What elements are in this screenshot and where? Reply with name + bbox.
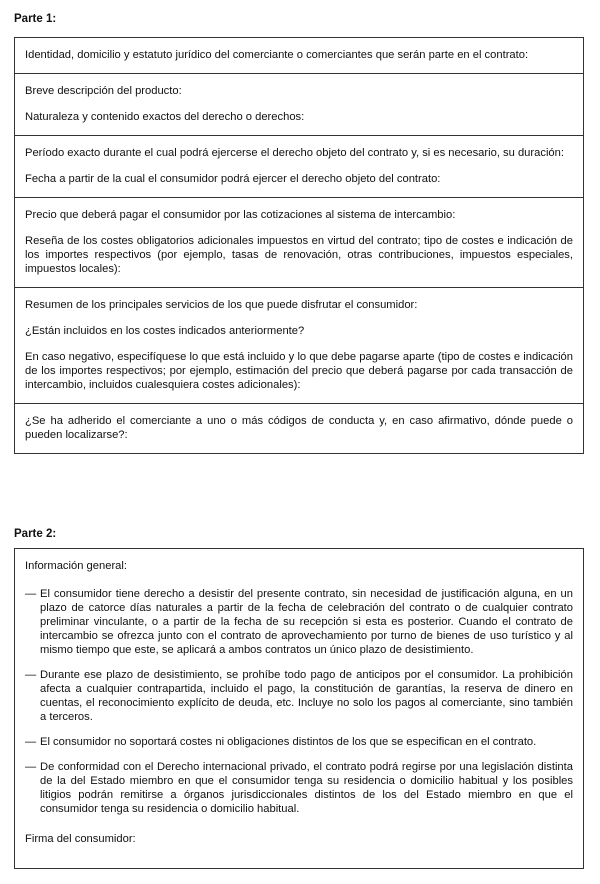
dash-marker: —	[25, 588, 37, 600]
dash-marker: —	[25, 669, 37, 681]
part1-section-code-of-conduct	[15, 404, 583, 453]
part1-section-trader	[15, 38, 583, 74]
info-item-text: El consumidor no soportará costes ni obligaciones distintos de los que se especifican en el contrato.	[40, 736, 537, 748]
field-included-question: ¿Están incluidos en los costes indicados anteriormente?	[25, 325, 305, 337]
field-code-of-conduct: ¿Se ha adherido el comerciante a uno o más códigos de conducta y, en caso afirmativo, dónde puede o pueden localizarse?:	[25, 415, 573, 441]
part1-section-services	[15, 288, 583, 404]
info-item-text: El consumidor tiene derecho a desistir del presente contrato, sin necesidad de justificación alguna, en un plazo de catorce días naturales a partir de la fecha de celebración del contrato o de cualquier contrato preliminar vinculante, o a partir de la fecha de su recepción si esta es posterior. Cuando el contrato de intercambio se ofrezca junto con el contrato de aprovechamiento por turno de bienes de uso turístico y al mismo tiempo que este, se aplicará a ambos contratos un único plazo de desistimiento.	[40, 588, 573, 656]
info-item-text: Durante ese plazo de desistimiento, se prohíbe todo pago de anticipos por el consumidor. La prohibición afecta a cualquier contrapartida, incluido el pago, la constitución de garantías, la reserva de dinero en cuentas, el reconocimiento explícito de deuda, etc. Incluye no solo los pagos al comerciante, sino también a terceros.	[40, 669, 573, 723]
part2-title: Parte 2:	[14, 528, 57, 540]
field-trader-identity: Identidad, domicilio y estatuto jurídico del comerciante o comerciantes que serán parte en el contrato:	[25, 49, 529, 61]
info-item-advance-payment	[25, 668, 573, 724]
part1-title: Parte 1:	[14, 13, 57, 25]
info-item-text: De conformidad con el Derecho internacional privado, el contrato podrá regirse por una legislación distinta de la del Estado miembro en que el consumidor tenga su residencia o domicilio habitual y los posibles litigios podrán remitirse a órganos jurisdiccionales distintos de los del Estado miembro en que el consumidor tenga su residencia o domicilio habitual.	[40, 761, 573, 815]
field-start-date: Fecha a partir de la cual el consumidor podrá ejercer el derecho objeto del contrato:	[25, 173, 441, 185]
part1-section-product	[15, 74, 583, 136]
info-item-private-international-law	[25, 760, 573, 816]
part1-section-period	[15, 136, 583, 198]
field-exact-period: Período exacto durante el cual podrá ejercerse el derecho objeto del contrato y, si es necesario, su duración:	[25, 147, 564, 159]
part1-box	[14, 37, 584, 454]
consumer-signature-label: Firma del consumidor:	[25, 833, 136, 845]
dash-marker: —	[25, 736, 37, 748]
field-services-summary: Resumen de los principales servicios de los que puede disfrutar el consumidor:	[25, 299, 418, 311]
info-item-withdrawal-right	[25, 587, 573, 657]
field-price: Precio que deberá pagar el consumidor por las cotizaciones al sistema de intercambio:	[25, 209, 456, 221]
part2-box	[14, 548, 584, 869]
field-rights-nature: Naturaleza y contenido exactos del derecho o derechos:	[25, 111, 305, 123]
dash-marker: —	[25, 761, 37, 773]
general-info-heading: Información general:	[25, 560, 127, 572]
field-additional-costs: Reseña de los costes obligatorios adicionales impuestos en virtud del contrato; tipo de costes e indicación de los importes respectivos (por ejemplo, tasas de renovación, otras contribuciones, impuestos especiales, impuestos locales):	[25, 235, 573, 275]
info-item-no-extra-costs	[25, 735, 573, 749]
field-not-included: En caso negativo, especifíquese lo que está incluido y lo que debe pagarse aparte (tipo de costes e indicación de los importes respectivos; por ejemplo, estimación del precio que deberá pagarse por cada transacción de intercambio, incluidos cualesquiera costes adicionales):	[25, 351, 573, 391]
field-product-description: Breve descripción del producto:	[25, 85, 182, 97]
part1-section-price	[15, 198, 583, 288]
